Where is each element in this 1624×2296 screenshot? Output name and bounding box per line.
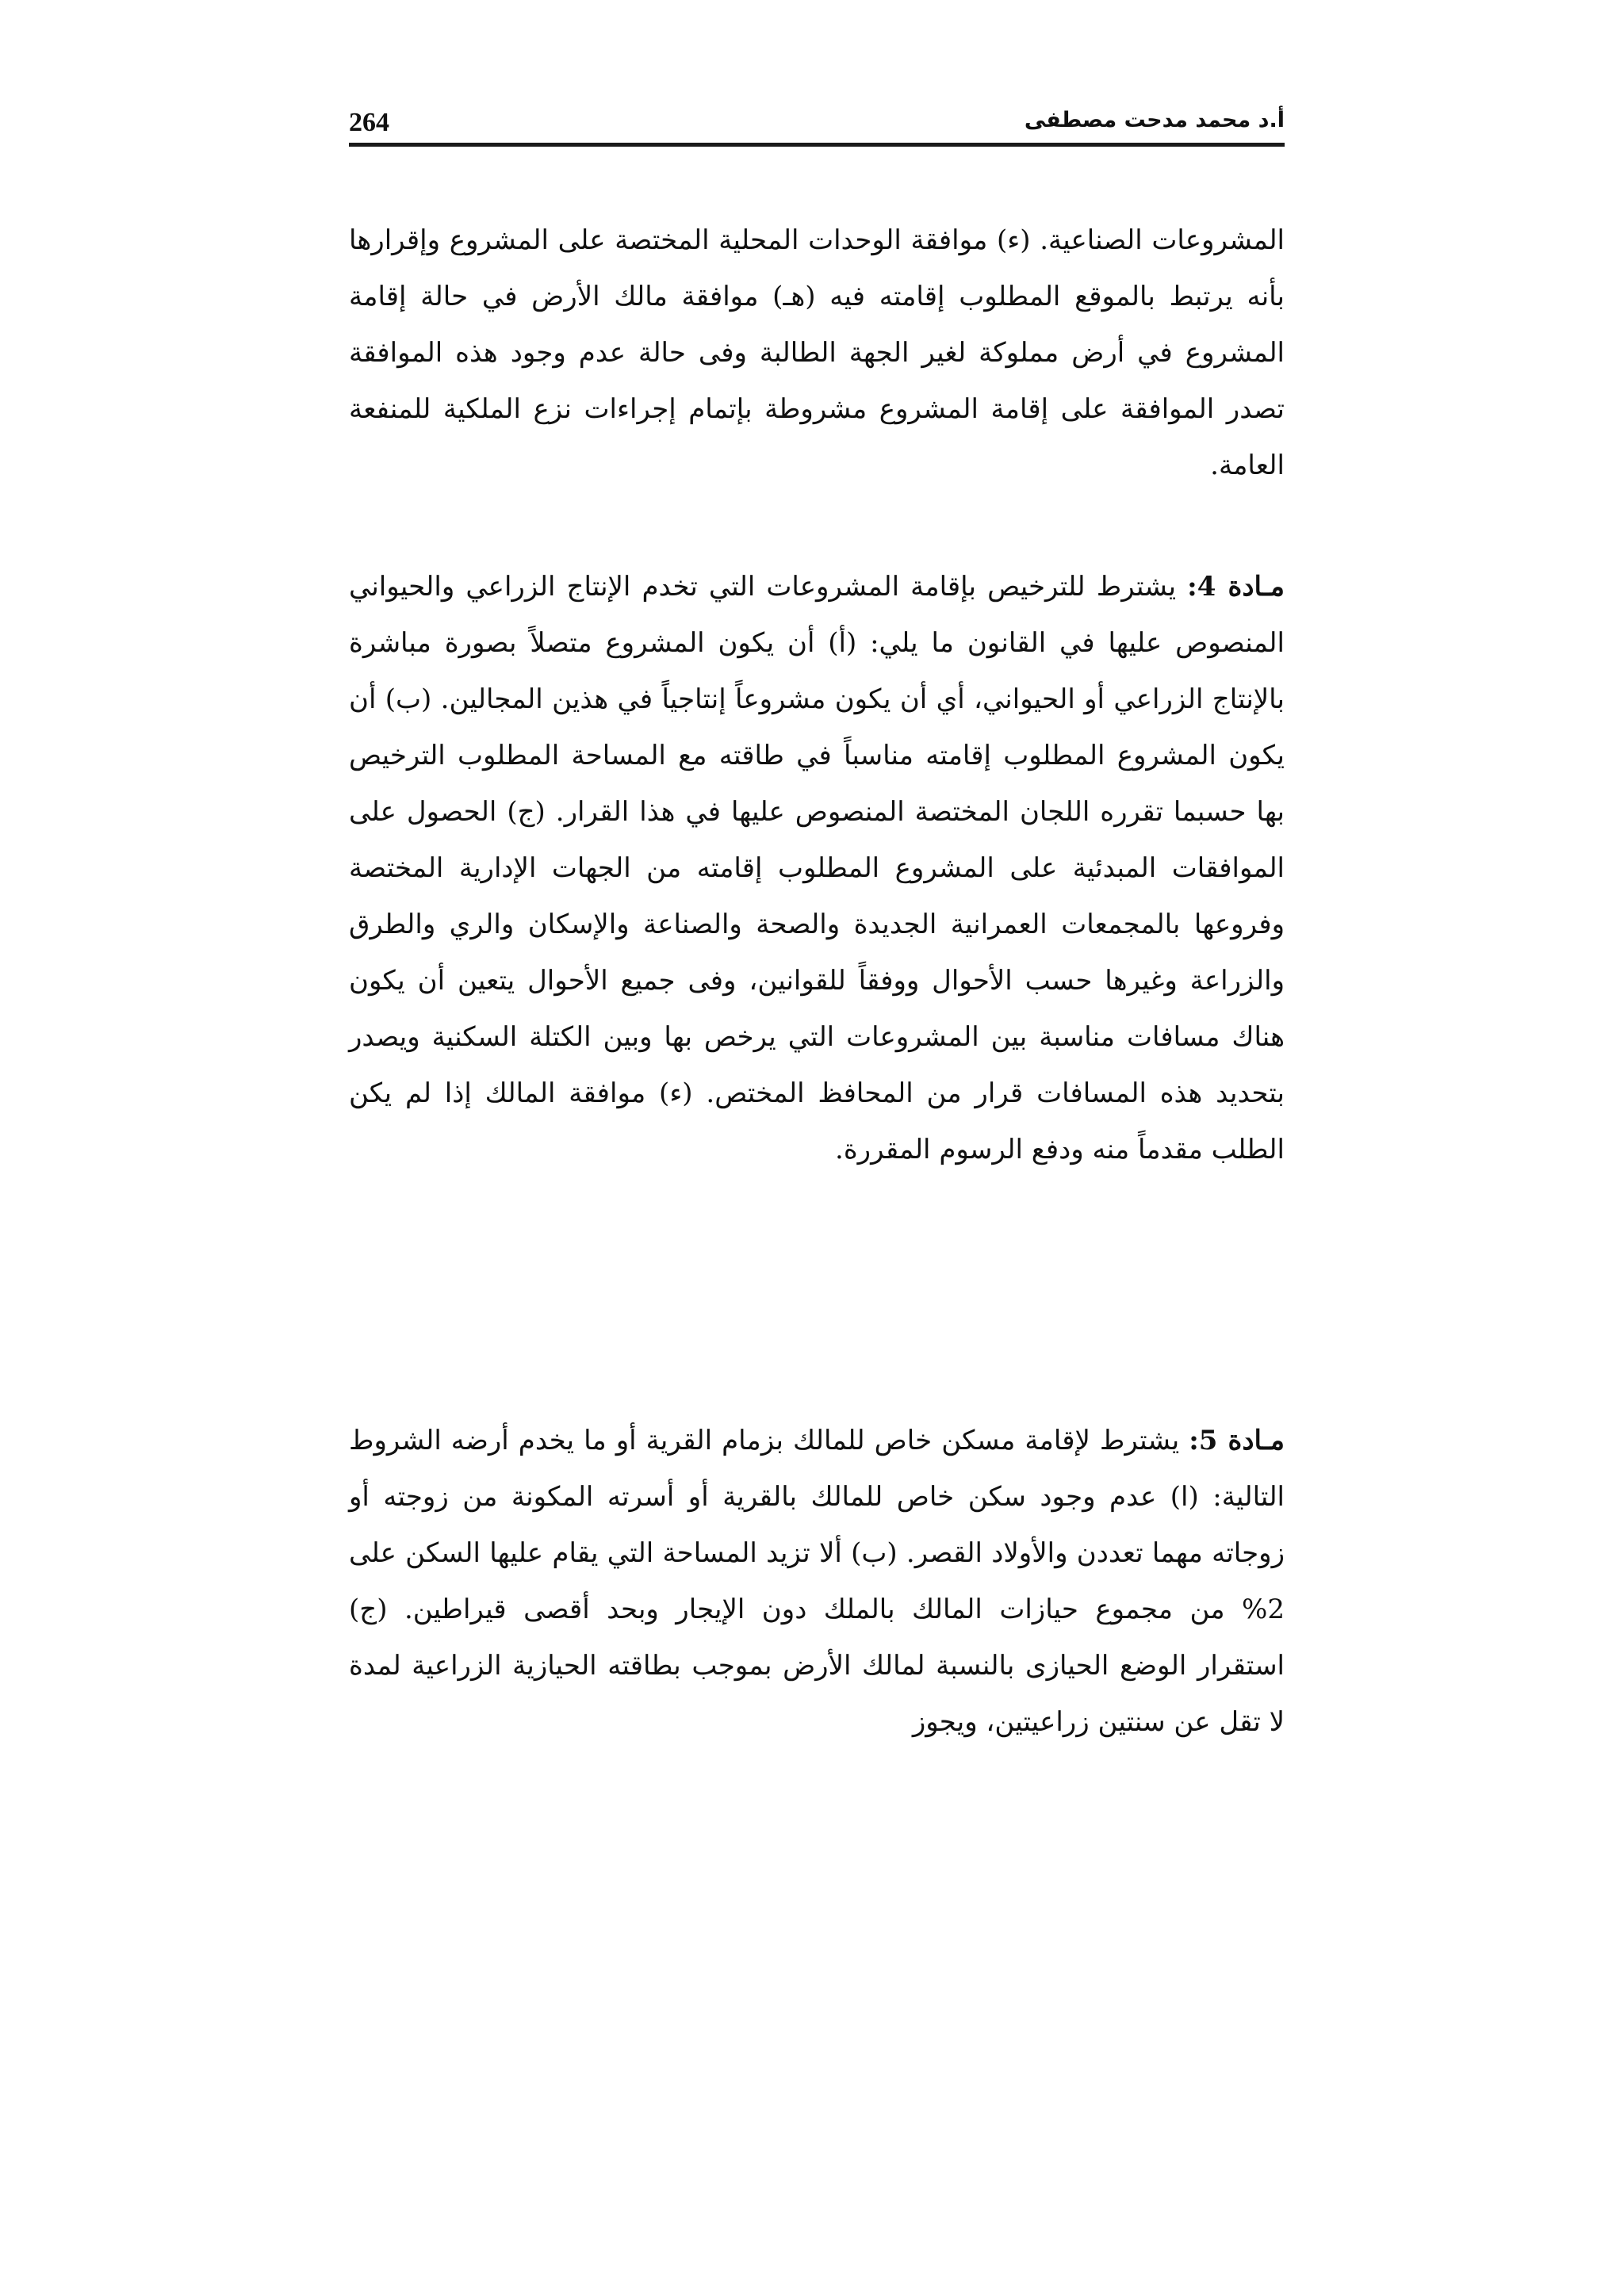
article-4-paragraph — [349, 559, 1285, 1178]
paragraph-text: المشروعات الصناعية. (ء) موافقة الوحدات المحلية المختصة على المشروع وإقرارها بأنه يرتبط بالموقع المطلوب إقامته فيه (هـ) موافقة مالك الأرض في حالة إقامة المشروع في أرض مملوكة لغير الجهة الطالبة وفى حالة عدم وجود هذه الموافقة تصدر الموافقة على إقامة المشروع مشروطة بإتمام إجراءات نزع الملكية للمنفعة العامة. — [349, 224, 1285, 481]
article-4-label: مـادة 4: — [1187, 571, 1285, 603]
running-header — [349, 94, 1285, 149]
paragraph-continuation — [349, 212, 1285, 494]
page-number: 264 — [349, 108, 389, 137]
article-4-text: يشترط للترخيص بإقامة المشروعات التي تخدم الإنتاج الزراعي والحيواني المنصوص عليها في القانون ما يلي: (أ) أن يكون المشروع متصلاً بصورة مباشرة بالإنتاج الزراعي أو الحيواني، أي أن يكون مشروعاً إنتاجياً في هذين المجالين. (ب) أن يكون المشروع المطلوب إقامته مناسباً في طاقته مع المساحة المطلوب الترخيص بها حسبما تقرره اللجان المختصة المنصوص عليها في هذا القرار. (ج) الحصول على الموافقات المبدئية على المشروع المطلوب إقامته من الجهات الإدارية المختصة وفروعها بالمجمعات العمرانية الجديدة والصحة والصناعة والإسكان والري والطرق والزراعة وغيرها حسب الأحوال ووفقاً للقوانين، وفى جميع الأحوال يتعين أن يكون هناك مسافات مناسبة بين المشروعات التي يرخص بها وبين الكتلة السكنية ويصدر بتحديد هذه المسافات قرار من المحافظ المختص. (ء) موافقة المالك إذا لم يكن الطلب مقدماً منه ودفع الرسوم المقررة. — [349, 571, 1285, 1165]
article-5-text: يشترط لإقامة مسكن خاص للمالك بزمام القرية أو ما يخدم أرضه الشروط التالية: (ا) عدم وجود سكن خاص للمالك بالقرية أو أسرته المكونة من زوجته أو زوجاته مهما تعددن والأولاد القصر. (ب) ألا تزيد المساحة التي يقام عليها السكن على 2% من مجموع حيازات المالك بالملك دون الإيجار وبحد أقصى قيراطين. (ج) استقرار الوضع الحيازى بالنسبة لمالك الأرض بموجب بطاقته الحيازية الزراعية لمدة لا تقل عن سنتين زراعيتين، ويجوز — [349, 1425, 1285, 1738]
article-4 — [349, 559, 1285, 1178]
header-rule — [349, 143, 1285, 147]
article-5-label: مـادة 5: — [1189, 1425, 1285, 1456]
author-name: أ.د محمد مدحت مصطفى — [1024, 108, 1285, 132]
article-5-paragraph — [349, 1413, 1285, 1751]
article-5 — [349, 1413, 1285, 1751]
